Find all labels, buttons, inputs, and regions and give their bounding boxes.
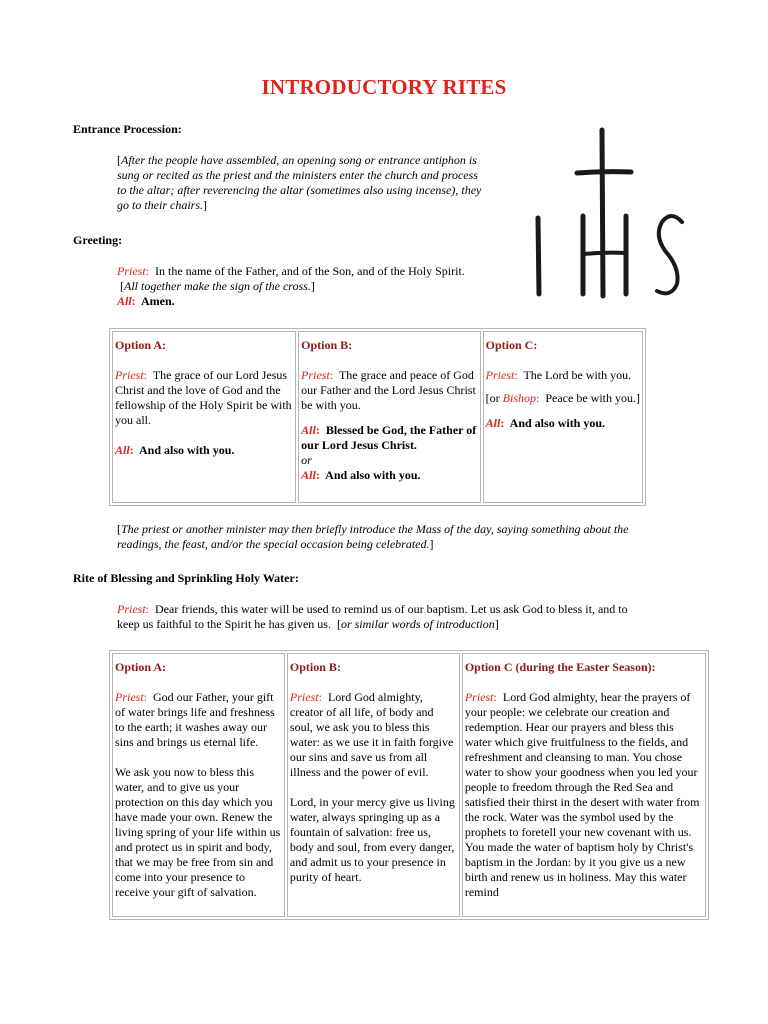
intro-rubric: [The priest or another minister may then briefly introduce the Mass of the day, saying something about the readings, the feast, and/or the special occasion being celebrated.] <box>117 522 629 551</box>
sprinkling-intro: Priest: Dear friends, this water will be used to remind us of our baptism. Let us ask God to bless it, and to keep us faithful to the Spirit he has given us. [or similar words of introduction] <box>117 602 628 631</box>
speaker-all: All <box>301 468 316 482</box>
greeting-options-table <box>109 328 646 506</box>
speaker-all: All <box>301 423 316 437</box>
option-b-all-text: Blessed be God, the Father of our Lord Jesus Christ. <box>301 423 477 452</box>
sprinkling-options-table <box>109 650 709 920</box>
speaker-priest: Priest <box>117 602 146 616</box>
greeting-option-a: Option A: Priest: The grace of our Lord Jesus Christ and the love of God and the fellowship of the Holy Spirit be with you all. All: And also with you. <box>112 331 296 503</box>
option-c-header: Option C (during the Easter Season): <box>464 660 656 674</box>
greeting-heading: Greeting: <box>73 233 123 247</box>
greeting-all-text: Amen. <box>141 294 175 308</box>
sprinkling-b-text-2: Lord, in your mercy give us living water, always springing up as a fountain of salvation: free us, body and soul, from every danger, and admit us to your presence in purity of heart. <box>289 795 455 884</box>
speaker-priest: Priest <box>289 690 319 704</box>
option-c-priest-text: The Lord be with you. <box>523 368 632 382</box>
sprinkling-priest-text: Dear friends, this water will be used to remind us of our baptism. Let us ask God to bless it, and to keep us faithful to the Spirit he has given us. <box>117 602 628 631</box>
option-c-all-text: And also with you. <box>509 416 606 430</box>
sprinkling-option-b: Option B: Priest: Lord God almighty, creator of all life, of body and soul, we ask you to bless this water: as we use it in faith forgive our sins and save us from all illness and the power of evil. Lord, in your mercy give us living water, always springing up as a fountain of salvation: free us, body and soul, from every danger, and admit us to your presence in purity of heart. <box>287 653 460 917</box>
speaker-priest: Priest <box>464 690 494 704</box>
speaker-all: All <box>117 294 132 308</box>
greeting-option-b: Option B: Priest: The grace and peace of God our Father and the Lord Jesus Christ be with you. All: Blessed be God, the Father of our Lord Jesus Christ. or All: And also with you. <box>298 331 481 503</box>
ihs-cross-monogram-icon <box>525 126 690 301</box>
option-c-bishop-text: Peace be with you.] <box>545 391 640 405</box>
sprinkling-heading: Rite of Blessing and Sprinkling Holy Water: <box>73 571 299 585</box>
intro-rubric-text: The priest or another minister may then briefly introduce the Mass of the day, saying something about the readings, the feast, and/or the special occasion being celebrated. <box>117 522 629 551</box>
option-b-header: Option B: <box>301 338 353 352</box>
speaker-priest: Priest <box>115 690 144 704</box>
option-a-priest-text: The grace of our Lord Jesus Christ and the love of God and the fellowship of the Holy Spirit be with you all. <box>115 368 292 427</box>
entrance-rubric: [After the people have assembled, an opening song or entrance antiphon is sung or recited as the priest and the ministers enter the church and process to the altar; after reverencing the altar (sometimes also using incense), they go to their chairs.] <box>117 153 482 212</box>
option-a-header: Option A: <box>115 338 167 352</box>
or-prefix: [or <box>485 391 500 405</box>
greeting-priest-text: In the name of the Father, and of the Son, and of the Holy Spirit. <box>155 264 465 278</box>
sprinkling-b-priest-text: Lord God almighty, creator of all life, of body and soul, we ask you to bless this water: as we use it in faith forgive our sins and save us from all illness and the power of evil. <box>289 690 454 779</box>
option-b-priest-text: The grace and peace of God our Father and the Lord Jesus Christ be with you. <box>301 368 476 412</box>
speaker-priest: Priest <box>115 368 144 382</box>
entrance-rubric-text: After the people have assembled, an opening song or entrance antiphon is sung or recited as the priest and the ministers enter the church and process to the altar; after reverencing the altar (sometimes also using incense), they go to their chairs. <box>117 153 482 212</box>
option-b-all-text-2: And also with you. <box>325 468 421 482</box>
or-label: or <box>301 453 312 467</box>
sprinkling-c-priest-text: Lord God almighty, hear the prayers of your people: we celebrate our creation and redemption. Hear our prayers and bless this water which give fruitfulness to the fields, and refreshment and cleansing to man. You chose water to show your goodness when you led your people to freedom through the Red Sea and satisfied their thirst in the desert with water from the rock. Water was the symbol used by the prophets to foretell your new covenant with us. You made the water of baptism holy by Christ's baptism in the Jordan: by it you give us a new birth and renew us in holiness. May this water remind <box>464 690 700 899</box>
speaker-priest: Priest <box>485 368 515 382</box>
sprinkling-a-text-2: We ask you now to bless this water, and to give us your protection on this day which you have made your own. Renew the living spring of your life within us and protect us in spirit and body, that we may be free from sin and come into your presence to receive your gift of salvation. <box>115 765 281 899</box>
speaker-priest: Priest <box>117 264 146 278</box>
entrance-heading: Entrance Procession: <box>73 122 182 136</box>
sprinkling-a-priest-text: God our Father, your gift of water brings life and freshness to the earth; it washes away our sins and brings us eternal life. <box>115 690 275 749</box>
greeting-rubric: All together make the sign of the cross. <box>124 279 311 293</box>
speaker-priest: Priest <box>301 368 330 382</box>
greeting-block: Priest: In the name of the Father, and of the Son, and of the Holy Spirit. [All together make the sign of the cross.] All: Amen. <box>117 264 465 308</box>
speaker-bishop: Bishop <box>502 391 536 405</box>
speaker-all: All <box>115 443 130 457</box>
option-a-all-text: And also with you. <box>139 443 235 457</box>
sprinkling-option-a: Option A: Priest: God our Father, your gift of water brings life and freshness to the earth; it washes away our sins and brings us eternal life. We ask you now to bless this water, and to give us your protection on this day which you have made your own. Renew the living spring of your life within us and protect us in spirit and body, that we may be free from sin and come into your presence to receive your gift of salvation. <box>112 653 285 917</box>
sprinkling-rubric: or similar words of introduction <box>340 617 495 631</box>
page-title: INTRODUCTORY RITES <box>261 75 507 99</box>
greeting-option-c: Option C: Priest: The Lord be with you. [or Bishop: Peace be with you.] All: And also with you. <box>483 331 643 503</box>
speaker-all: All <box>485 416 501 430</box>
sprinkling-option-c: Option C (during the Easter Season): Priest: Lord God almighty, hear the prayers of your people: we celebrate our creation and redemption. Hear our prayers and bless this water which give fruitfulness to the fields, and refreshment and cleansing to man. You chose water to show your goodness when you led your people to freedom through the Red Sea and satisfied their thirst in the desert with water from the rock. Water was the symbol used by the prophets to foretell your new covenant with us. You made the water of baptism holy by Christ's baptism in the Jordan: by it you give us a new birth and renew us in holiness. May this water remind <box>462 653 706 917</box>
option-c-header: Option C: <box>485 338 538 352</box>
option-a-header: Option A: <box>115 660 167 674</box>
option-b-header: Option B: <box>289 660 341 674</box>
